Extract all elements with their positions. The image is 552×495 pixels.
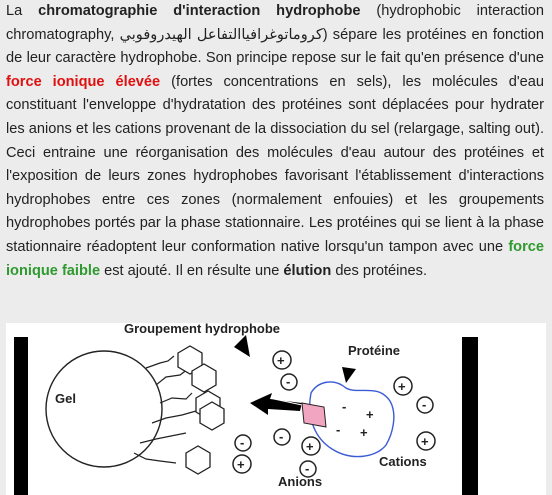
arabic-term: كروماتوغرافياالتفاعل الهيدروفوبي	[119, 26, 323, 43]
left-bar	[14, 337, 28, 495]
svg-text:+: +	[306, 439, 314, 454]
cation	[233, 455, 251, 473]
cation	[417, 432, 435, 450]
elution-arrow	[250, 393, 302, 415]
plus-charge: +	[366, 407, 374, 422]
hydrophobic-groups	[178, 346, 224, 474]
anions-label: Anions	[278, 474, 323, 489]
protein-label: Protéine	[348, 343, 401, 358]
svg-text:-: -	[286, 374, 291, 389]
svg-text:+: +	[398, 379, 406, 394]
minus-charge: -	[342, 399, 347, 414]
text-segment: des protéines.	[331, 262, 427, 279]
anion	[281, 374, 297, 390]
term-low-ionic-strength: force ionique faible	[6, 238, 544, 279]
text-segment: (hydrophobic interaction chromatography,	[6, 3, 545, 43]
svg-text:-: -	[422, 397, 427, 412]
gel-label: Gel	[55, 391, 76, 406]
text-segment: (fortes concentrations en sels), les molécules d'eau constituant l'enveloppe d'hydratation des protéines sont déplacées pour hydrater les anions et les cations provenant de la dissociation du sel (relargage, salting out). Ceci entraine une réorganisation des molécules d'eau autour des protéines et l'exposition de leurs zones hydrophobes favorisant l'établissement d'interactions hydrophobes entre ces zones (normalement enfouies) et les groupements hydrophobes portés par la phase stationnaire. Les protéines qui se lient à la phase stationnaire réadoptent leur conformation native lorsqu'un tampon avec une	[6, 73, 544, 255]
hic-diagram	[6, 323, 546, 495]
anion	[274, 429, 290, 445]
right-bar	[462, 337, 478, 495]
hexagon-5	[186, 446, 210, 474]
svg-text:-: -	[279, 429, 284, 444]
cation	[273, 351, 291, 369]
description-paragraph	[6, 0, 544, 283]
protein-arrowhead	[342, 367, 356, 383]
group-label: Groupement hydrophobe	[124, 323, 280, 336]
hydrophobic-patch	[302, 403, 326, 427]
minus-charge: -	[336, 422, 341, 437]
anion	[417, 397, 433, 413]
cation	[302, 437, 320, 455]
term-elution: élution	[283, 262, 332, 279]
hexagon-2	[192, 364, 216, 392]
svg-text:+: +	[277, 353, 285, 368]
term-hic: chromatographie d'interaction hydrophobe	[38, 3, 361, 19]
plus-charge: +	[360, 425, 368, 440]
hic-diagram-svg	[6, 323, 546, 495]
cations-label: Cations	[379, 454, 427, 469]
svg-text:+: +	[421, 434, 429, 449]
group-arrowhead	[234, 335, 250, 357]
hexagon-4	[200, 402, 224, 430]
gel-bead	[46, 351, 162, 467]
term-high-ionic-strength: force ionique élevée	[6, 73, 161, 90]
anion	[235, 435, 251, 451]
text-segment: est ajouté. Il en résulte une	[100, 262, 284, 279]
svg-text:-: -	[240, 435, 245, 450]
cation	[394, 377, 412, 395]
text-segment: La	[6, 3, 39, 19]
svg-text:-: -	[305, 461, 310, 476]
svg-text:+: +	[237, 457, 245, 472]
text-segment: ) sépare les protéines en fonction de leur caractère hydrophobe. Son principe repose sur le fait qu'en présence d'une	[6, 26, 544, 67]
